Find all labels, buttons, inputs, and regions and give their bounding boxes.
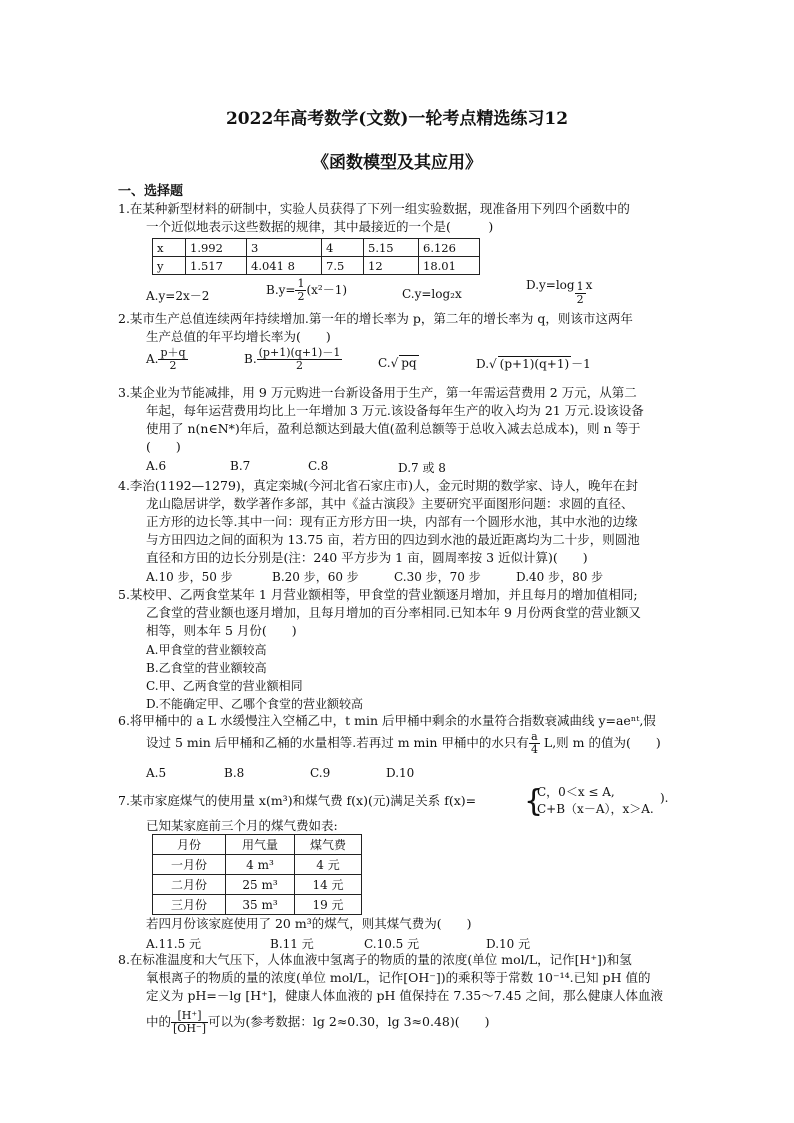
denominator: 2 xyxy=(169,359,177,372)
radicand: pq xyxy=(401,356,417,370)
denominator: 2 xyxy=(576,293,584,306)
q6-option-a: A.5 xyxy=(146,766,167,780)
q7-line3: 若四月份该家庭使用了 20 m³的煤气，则其煤气费为( ) xyxy=(146,916,472,931)
q1-option-d xyxy=(526,278,592,306)
section-heading: 一、选择题 xyxy=(118,184,184,199)
fraction xyxy=(257,347,343,372)
table-cell: 14 元 xyxy=(295,875,362,895)
q4-line1: 4.李治(1192—1279)，真定栾城(今河北省石家庄市)人，金元时期的数学家、诗人，晚年在封 xyxy=(118,478,639,493)
question-text: 中的 xyxy=(146,1014,172,1029)
q7-piecewise-case2: C+B（x－A），x＞A. xyxy=(537,802,654,816)
q7-line1: 7.某市家庭煤气的使用量 x(m³)和煤气费 f(x)(元)满足关系 f(x)= xyxy=(118,793,477,808)
fraction xyxy=(171,1010,208,1035)
q5-option-c: C.甲、乙两食堂的营业额相同 xyxy=(146,679,303,693)
table-cell: x xyxy=(153,239,186,257)
q6-option-d: D.10 xyxy=(386,766,415,780)
q5-line3: 相等，则本年 5 月份( ) xyxy=(146,623,297,638)
numerator: 1 xyxy=(576,280,584,293)
denominator: 2 xyxy=(297,290,305,303)
numerator: a xyxy=(529,731,540,744)
table-cell: 5.15 xyxy=(364,239,419,257)
table-cell: 7.5 xyxy=(322,257,364,275)
table-cell: y xyxy=(153,257,186,275)
q6-line2 xyxy=(146,731,661,756)
table-row xyxy=(153,855,362,875)
fraction xyxy=(295,278,306,303)
q5-line2: 乙食堂的营业额也逐月增加，且每月增加的百分率相同.已知本年 9 月份两食堂的营业额又 xyxy=(146,605,641,620)
denominator: 2 xyxy=(295,359,303,372)
q5-option-d: D.不能确定甲、乙哪个食堂的营业额较高 xyxy=(146,697,364,711)
question-text: 设过 5 min 后甲桶和乙桶的水量相等.若再过 m min 甲桶中的水只有 xyxy=(146,735,529,750)
denominator: 4 xyxy=(530,743,538,756)
option-text: B. xyxy=(244,352,257,366)
q3-line4: ( ) xyxy=(146,439,181,454)
q5-option-a: A.甲食堂的营业额较高 xyxy=(146,643,267,657)
q8-line4 xyxy=(146,1010,490,1035)
table-cell: 35 m³ xyxy=(226,895,295,915)
q1-line2: 一个近似地表示这些数据的规律，其中最接近的一个是( ) xyxy=(146,219,494,234)
q1-line1: 1.在某种新型材料的研制中，实验人员获得了下列一组实验数据，现准备用下列四个函数中的 xyxy=(118,201,630,216)
q2-option-c: C.√ pq xyxy=(378,356,417,370)
fraction xyxy=(529,731,540,756)
q3-line2: 年起，每年运营费用均比上一年增加 3 万元.该设备每年生产的收入均为 21 万元.设该设备 xyxy=(146,403,644,418)
q7-option-b: B.11 元 xyxy=(270,937,314,951)
q3-option-a: A.6 xyxy=(146,459,167,473)
table-cell: 3 xyxy=(247,239,322,257)
q2-option-d: D.√ (p+1)(q+1) －1 xyxy=(476,357,591,371)
q1-option-a: A.y=2x－2 xyxy=(146,289,210,303)
q4-option-d: D.40 步，80 步 xyxy=(516,570,604,584)
table-cell: 4 元 xyxy=(295,855,362,875)
q4-option-b: B.20 步，60 步 xyxy=(272,570,359,584)
numerator: p＋q xyxy=(160,346,186,359)
q4-line3: 正方形的边长等.其中一问：现有正方形方田一块，内部有一个圆形水池，其中水池的边缘 xyxy=(146,514,638,529)
question-text: L,则 m 的值为( ) xyxy=(539,735,661,750)
q5-line1: 5.某校甲、乙两食堂某年 1 月营业额相等，甲食堂的营业额逐月增加，并且每月的增加值相同; xyxy=(118,587,638,602)
option-text: A. xyxy=(146,352,159,366)
q4-line2: 龙山隐居讲学，数学著作多部，其中《益古演段》主要研究平面图形问题：求圆的直径、 xyxy=(146,496,634,511)
table-row xyxy=(153,239,480,257)
option-text: x xyxy=(585,278,593,292)
q3-line3: 使用了 n(n∈N*)年后，盈利总额达到最大值(盈利总额等于总收入减去总成本)，则 n 等于 xyxy=(146,421,641,436)
q3-line1: 3.某企业为节能减排，用 9 万元购进一台新设备用于生产，第一年需运营费用 2 万元，从第二 xyxy=(118,385,637,400)
q6-line1: 6.将甲桶中的 a L 水缓慢注入空桶乙中，t min 后甲桶中剩余的水量符合指数衰减曲线 y=aeⁿᵗ,假 xyxy=(118,713,656,728)
q7-option-d: D.10 元 xyxy=(486,937,531,951)
table-row xyxy=(153,875,362,895)
q2-option-a xyxy=(146,347,188,372)
q7-option-c: C.10.5 元 xyxy=(364,937,420,951)
brace-icon: { xyxy=(524,784,544,819)
table-cell: 1.992 xyxy=(186,239,247,257)
table-cell: 25 m³ xyxy=(226,875,295,895)
table-cell: 三月份 xyxy=(153,895,226,915)
q6-option-b: B.8 xyxy=(224,766,245,780)
q7-piecewise-case1: C，0＜x ≤ A, xyxy=(537,785,615,799)
table-cell: 12 xyxy=(364,257,419,275)
q8-line2: 氧根离子的物质的量的浓度(单位 mol/L，记作[OH⁻])的乘积等于常数 10⁻¹⁴.已知 pH 值的 xyxy=(146,970,651,985)
q7-gas-table xyxy=(152,834,362,915)
q1-data-table xyxy=(152,238,480,275)
q3-option-d: D.7 或 8 xyxy=(398,461,446,475)
q2-line1: 2.某市生产总值连续两年持续增加.第一年的增长率为 p，第二年的增长率为 q，则该市这两年 xyxy=(118,311,633,326)
table-header: 月份 xyxy=(153,835,226,855)
fraction xyxy=(575,281,586,306)
table-header: 煤气费 xyxy=(295,835,362,855)
q7-option-a: A.11.5 元 xyxy=(146,937,202,951)
q1-option-c: C.y=log₂x xyxy=(402,287,462,301)
denominator: [OH⁻] xyxy=(173,1022,207,1035)
q6-option-c: C.9 xyxy=(310,766,331,780)
page-title: 2022年高考数学(文数)一轮考点精选练习12 xyxy=(225,109,569,129)
option-text: D. xyxy=(476,357,490,371)
table-header: 用气量 xyxy=(226,835,295,855)
q7-piecewise-close: ). xyxy=(660,791,669,805)
option-text: －1 xyxy=(571,357,591,371)
q3-option-c: C.8 xyxy=(308,459,329,473)
question-text: 可以为(参考数据：lg 2≈0.30，lg 3≈0.48)( ) xyxy=(208,1014,490,1029)
q7-line2: 已知某家庭前三个月的煤气费如表: xyxy=(146,818,338,833)
table-row xyxy=(153,835,362,855)
q2-line2: 生产总值的年平均增长率为( ) xyxy=(146,329,331,344)
table-cell: 6.126 xyxy=(419,239,480,257)
table-cell: 4 m³ xyxy=(226,855,295,875)
q5-option-b: B.乙食堂的营业额较高 xyxy=(146,661,267,675)
option-text: D.y=log xyxy=(526,278,575,292)
q2-option-b xyxy=(244,347,342,372)
q4-option-a: A.10 步，50 步 xyxy=(146,570,233,584)
table-cell: 一月份 xyxy=(153,855,226,875)
numerator: (p+1)(q+1)－1 xyxy=(258,346,341,359)
table-cell: 19 元 xyxy=(295,895,362,915)
option-text: (x²－1) xyxy=(306,283,348,297)
q8-line3: 定义为 pH=－lg [H⁺]，健康人体血液的 pH 值保持在 7.35～7.45 之间，那么健康人体血液 xyxy=(146,988,664,1003)
q4-line5: 直径和方田的边长分别是(注：240 平方步为 1 亩，圆周率按 3 近似计算)( ) xyxy=(146,550,588,565)
table-row xyxy=(153,257,480,275)
numerator: 1 xyxy=(297,277,305,290)
q1-option-b xyxy=(266,278,347,303)
option-text: B.y= xyxy=(266,283,296,297)
q4-line4: 与方田四边之间的面积为 13.75 亩，若方田的四边到水池的最近距离均为二十步，则圆池 xyxy=(146,532,640,547)
option-text: C. xyxy=(378,356,391,370)
table-cell: 4 xyxy=(322,239,364,257)
table-row xyxy=(153,895,362,915)
page-subtitle: 《函数模型及其应用》 xyxy=(312,153,482,173)
q4-option-c: C.30 步，70 步 xyxy=(394,570,481,584)
q8-line1: 8.在标准温度和大气压下，人体血液中氢离子的物质的量的浓度(单位 mol/L，记作[H⁺])和氢 xyxy=(118,952,632,967)
numerator: [H⁺] xyxy=(171,1010,208,1023)
table-cell: 4.041 8 xyxy=(247,257,322,275)
table-cell: 二月份 xyxy=(153,875,226,895)
fraction xyxy=(158,347,187,372)
table-cell: 1.517 xyxy=(186,257,247,275)
q3-option-b: B.7 xyxy=(230,459,251,473)
radicand: (p+1)(q+1) xyxy=(499,357,570,371)
table-cell: 18.01 xyxy=(419,257,480,275)
